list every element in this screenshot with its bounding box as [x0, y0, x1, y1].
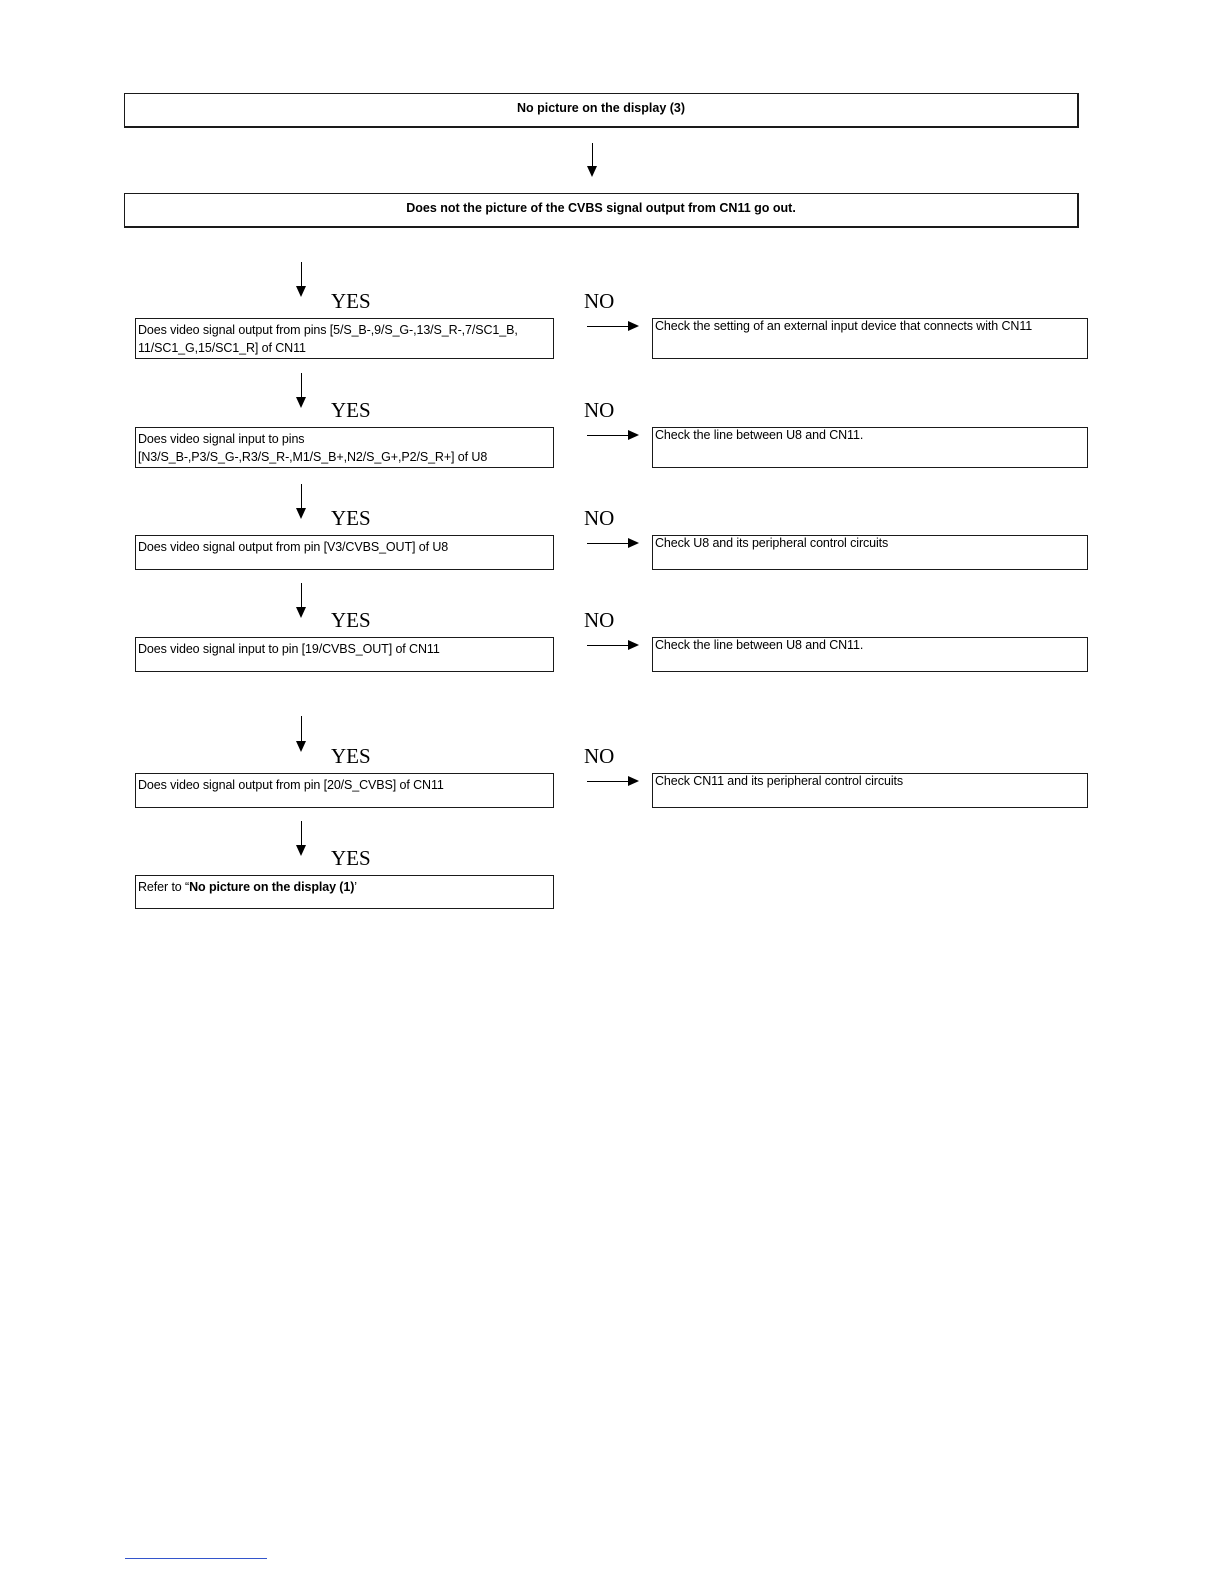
question-text-line1: Does video signal output from pin [20/S_CVBS] of CN11 [138, 778, 444, 792]
arrow-down-step3 [296, 484, 308, 519]
question-text-line1: Does video signal input to pins [138, 432, 305, 446]
final-text-prefix: Refer to “ [138, 880, 190, 894]
yes-label: YES [331, 398, 371, 422]
yes-label: YES [331, 846, 371, 870]
arrow-right-step3 [587, 538, 639, 550]
main-question-box [124, 193, 1079, 228]
question-text-line1: Does video signal output from pins [5/S_B-,9/S_G-,13/S_R-,7/SC1_B, [138, 323, 518, 337]
question-text-line2: [N3/S_B-,P3/S_G-,R3/S_R-,M1/S_B+,N2/S_G+,P2/S_R+] of U8 [138, 450, 488, 464]
action-text: Check U8 and its peripheral control circuits [655, 536, 889, 550]
arrow-down-step4 [296, 583, 308, 618]
action-text: Check the line between U8 and CN11. [655, 638, 864, 652]
footer-rule [125, 1558, 267, 1559]
question-box-step1 [135, 318, 554, 359]
arrow-right-step2 [587, 430, 639, 442]
no-label: NO [584, 289, 615, 313]
arrow-right-step1 [587, 321, 639, 333]
question-box-step5 [135, 773, 554, 808]
action-box-step4 [652, 637, 1088, 672]
yes-label: YES [331, 289, 371, 313]
question-box-step2 [135, 427, 554, 468]
arrow-right-step5 [587, 776, 639, 788]
question-text-line2: 11/SC1_G,15/SC1_R] of CN11 [138, 341, 306, 355]
arrow-down-title [587, 143, 599, 177]
flowchart-title [124, 93, 1079, 128]
no-label: NO [584, 506, 615, 530]
yes-label: YES [331, 506, 371, 530]
action-box-step2 [652, 427, 1088, 468]
action-text: Check CN11 and its peripheral control circuits [655, 774, 904, 788]
arrow-down-step2 [296, 373, 308, 408]
action-box-step1 [652, 318, 1088, 359]
action-box-step5 [652, 773, 1088, 808]
arrow-down-step1 [296, 262, 308, 297]
action-text: Check the setting of an external input device that connects with CN11 [655, 319, 1033, 333]
flowchart-title-text: No picture on the display (3) [516, 101, 686, 115]
no-label: NO [584, 398, 615, 422]
main-question-text: Does not the picture of the CVBS signal output from CN11 go out. [406, 201, 796, 215]
action-box-step3 [652, 535, 1088, 570]
question-box-step4 [135, 637, 554, 672]
final-text-bold: No picture on the display (1) [189, 880, 355, 894]
final-text-suffix: ’ [354, 880, 357, 894]
question-text-line1: Does video signal output from pin [V3/CVBS_OUT] of U8 [138, 540, 449, 554]
yes-label: YES [331, 608, 371, 632]
no-label: NO [584, 608, 615, 632]
question-box-step3 [135, 535, 554, 570]
arrow-down-step5 [296, 716, 308, 752]
yes-label: YES [331, 744, 371, 768]
arrow-right-step4 [587, 640, 639, 652]
action-text: Check the line between U8 and CN11. [655, 428, 864, 442]
no-label: NO [584, 744, 615, 768]
question-text-line1: Does video signal input to pin [19/CVBS_OUT] of CN11 [138, 642, 440, 656]
final-box [135, 875, 554, 909]
arrow-down-final [296, 821, 308, 856]
